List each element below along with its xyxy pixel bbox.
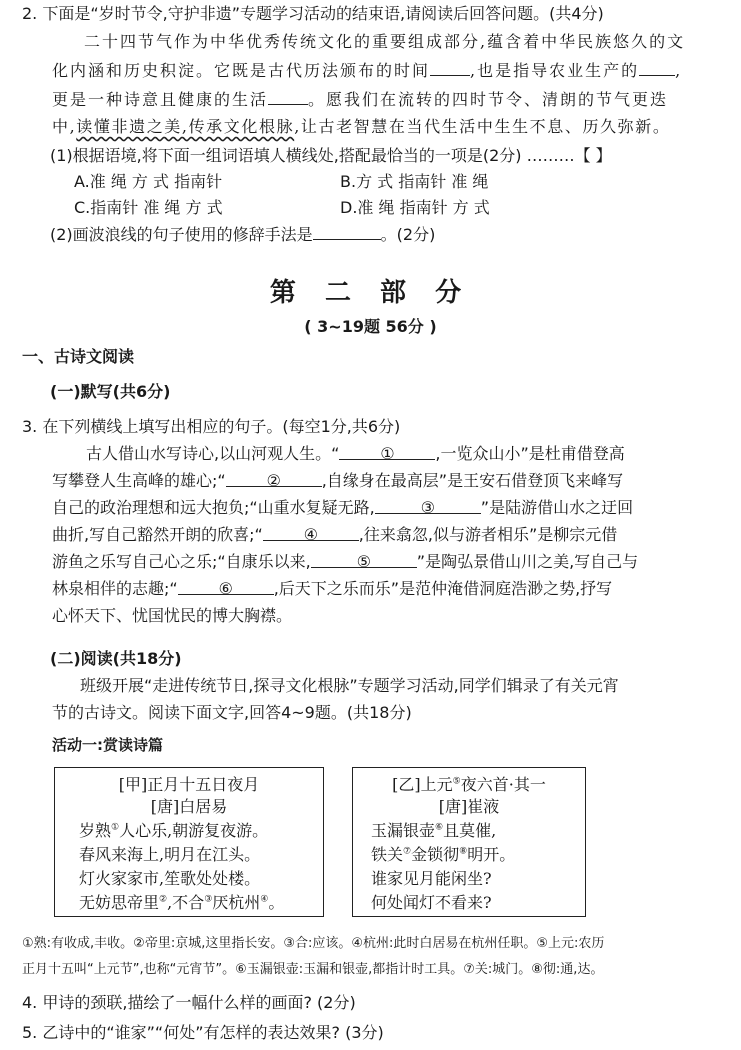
wavy-underlined-sentence: 读懂非遗之美,传承文化根脉 <box>76 117 295 136</box>
q2-sub-2-text: (2)画波浪线的句子使用的修辞手法是 <box>50 225 313 244</box>
q3-blank-1[interactable]: ① <box>339 443 435 460</box>
poem-b-line-4: 何处闻灯不看来? <box>371 893 492 912</box>
q3-text: 写攀登人生高峰的雄心;“ <box>52 471 226 490</box>
q2-para-text: ,让古老智慧在当代生活中生生不息、历久弥新。 <box>294 117 671 136</box>
part-title: 第 二 部 分 <box>269 278 472 308</box>
poem-b-line-1: 玉漏银壶⑥且莫催, <box>371 821 497 840</box>
poem-b-line-2: 铁关⑦金锁彻⑧明开。 <box>371 845 516 864</box>
q5: 5. 乙诗中的“谁家”“何处”有怎样的表达效果? (3分) <box>22 1023 384 1042</box>
q3-line-5 <box>52 551 638 573</box>
q2-para-text: 化内涵和历史积淀。它既是古代历法颁布的时间 <box>52 61 431 80</box>
poem-a-author: [唐]白居易 <box>150 797 228 816</box>
q3-text: ,一览众山小”是杜甫借登高 <box>435 444 625 463</box>
subsection-heading: (一)默写(共6分) <box>50 382 171 401</box>
q3-text: ,自缘身在最高层”是王安石借登顶飞来峰写 <box>321 471 624 490</box>
q3-text: 曲折,写自己豁然开朗的欣喜;“ <box>52 525 263 544</box>
q3-line-2 <box>52 470 623 492</box>
q3-line-7: 心怀天下、忧国忧民的博大胸襟。 <box>52 606 293 625</box>
q3-text: ”是陶弘景借山川之美,写自己与 <box>416 552 639 571</box>
q2-stem: 2. 下面是“岁时节令,守护非遗”专题学习活动的结束语,请阅读后回答问题。(共4分) <box>22 4 604 23</box>
section-heading: 一、古诗文阅读 <box>22 347 135 366</box>
poem-b-line-3: 谁家见月能闲坐? <box>371 869 492 888</box>
q2-blank-1[interactable] <box>430 59 470 76</box>
q3-text: 游鱼之乐写自己心之乐;“自康乐以来, <box>52 552 311 571</box>
q2-sub-2 <box>50 223 435 246</box>
option-a[interactable]: A.准 绳 方 式 指南针 <box>74 172 223 191</box>
poem-a-box <box>54 767 324 917</box>
subsection-heading: (二)阅读(共18分) <box>50 649 182 668</box>
q3-blank-4[interactable]: ④ <box>263 524 359 541</box>
q2-para-line-2: 化内涵和历史积淀。它既是古代历法颁布的时间 ,也是指导农业生产的 , <box>52 61 683 80</box>
q2-blank-2[interactable] <box>639 59 675 76</box>
poem-a-line-3: 灯火家家市,笙歌处处楼。 <box>79 869 261 888</box>
q2-para-line-1: 二十四节气作为中华优秀传统文化的重要组成部分,蕴含着中华民族悠久的文 <box>84 32 686 51</box>
poem-b-author: [唐]崔液 <box>438 797 500 816</box>
option-b[interactable]: B.方 式 指南针 准 绳 <box>340 172 489 191</box>
poem-a-line-1: 岁熟①人心乐,朝游复夜游。 <box>79 821 269 840</box>
q3-line-3 <box>52 497 633 519</box>
q3-text: 林泉相伴的志趣;“ <box>52 579 178 598</box>
poem-b-box <box>352 767 586 917</box>
q3-line-6 <box>52 578 612 600</box>
q3-stem: 3. 在下列横线上填写出相应的句子。(每空1分,共6分) <box>22 417 401 436</box>
q3-blank-5[interactable]: ⑤ <box>311 551 417 568</box>
q3-blank-6[interactable]: ⑥ <box>178 578 274 595</box>
q3-line-4 <box>52 524 617 546</box>
q2-sub-2-blank[interactable] <box>313 223 381 240</box>
part-subtitle: ( 3~19题 56分 ) <box>304 317 437 336</box>
option-d[interactable]: D.准 绳 指南针 方 式 <box>340 198 490 217</box>
poem-a-line-4: 无妨思帝里②,不合③厌杭州④。 <box>79 893 285 912</box>
q2-sub-2-text: 。(2分) <box>380 225 436 244</box>
q3-text: ,后天下之乐而乐”是范仲淹借洞庭浩渺之势,抒写 <box>273 579 613 598</box>
section-intro-2: 节的古诗文。阅读下面文字,回答4~9题。(共18分) <box>52 703 412 722</box>
q2-para-text: 更是一种诗意且健康的生活 <box>52 90 269 109</box>
q2-para-line-4 <box>52 116 670 138</box>
poem-b-title: [乙]上元⑤夜六首·其一 <box>392 775 546 794</box>
option-c[interactable]: C.指南针 准 绳 方 式 <box>74 198 223 217</box>
q3-text: 自己的政治理想和远大抱负;“山重水复疑无路, <box>52 498 375 517</box>
footnotes-line-1: ①熟:有收成,丰收。②帝里:京城,这里指长安。③合:应该。④杭州:此时白居易在杭州任职。⑤上元:农历 <box>22 936 605 951</box>
q2-para-text: 中, <box>52 117 77 136</box>
activity-heading: 活动一:赏读诗篇 <box>52 736 163 754</box>
q4: 4. 甲诗的颈联,描绘了一幅什么样的画面? (2分) <box>22 993 356 1012</box>
q2-blank-3[interactable] <box>268 88 308 105</box>
q3-blank-3[interactable]: ③ <box>375 497 481 514</box>
poem-a-title: [甲]正月十五日夜月 <box>118 775 260 794</box>
q2-para-text: 。愿我们在流转的四时节令、清朗的节气更迭 <box>308 90 669 109</box>
q3-blank-2[interactable]: ② <box>226 470 322 487</box>
q2-para-line-3 <box>52 88 668 111</box>
q3-text: ,往来翕忽,似与游者相乐”是柳宗元借 <box>358 525 618 544</box>
q3-text: 古人借山水写诗心,以山河观人生。“ <box>86 444 340 463</box>
footnotes-line-2: 正月十五叫“上元节”,也称“元宵节”。⑥玉漏银壶:玉漏和银壶,都指计时工具。⑦关:城门。⑧彻:通,达。 <box>22 962 604 977</box>
q3-text: ”是陆游借山水之迂回 <box>480 498 634 517</box>
q3-line-1 <box>86 443 625 465</box>
q2-sub-1: (1)根据语境,将下面一组词语填人横线处,搭配最恰当的一项是(2分) ………【 】 <box>50 146 612 165</box>
poem-a-line-2: 春风来海上,明月在江头。 <box>79 845 261 864</box>
q2-para-text: ,也是指导农业生产的 <box>470 61 640 80</box>
section-intro-1: 班级开展“走进传统节日,探寻文化根脉”专题学习活动,同学们辑录了有关元宵 <box>80 676 619 695</box>
